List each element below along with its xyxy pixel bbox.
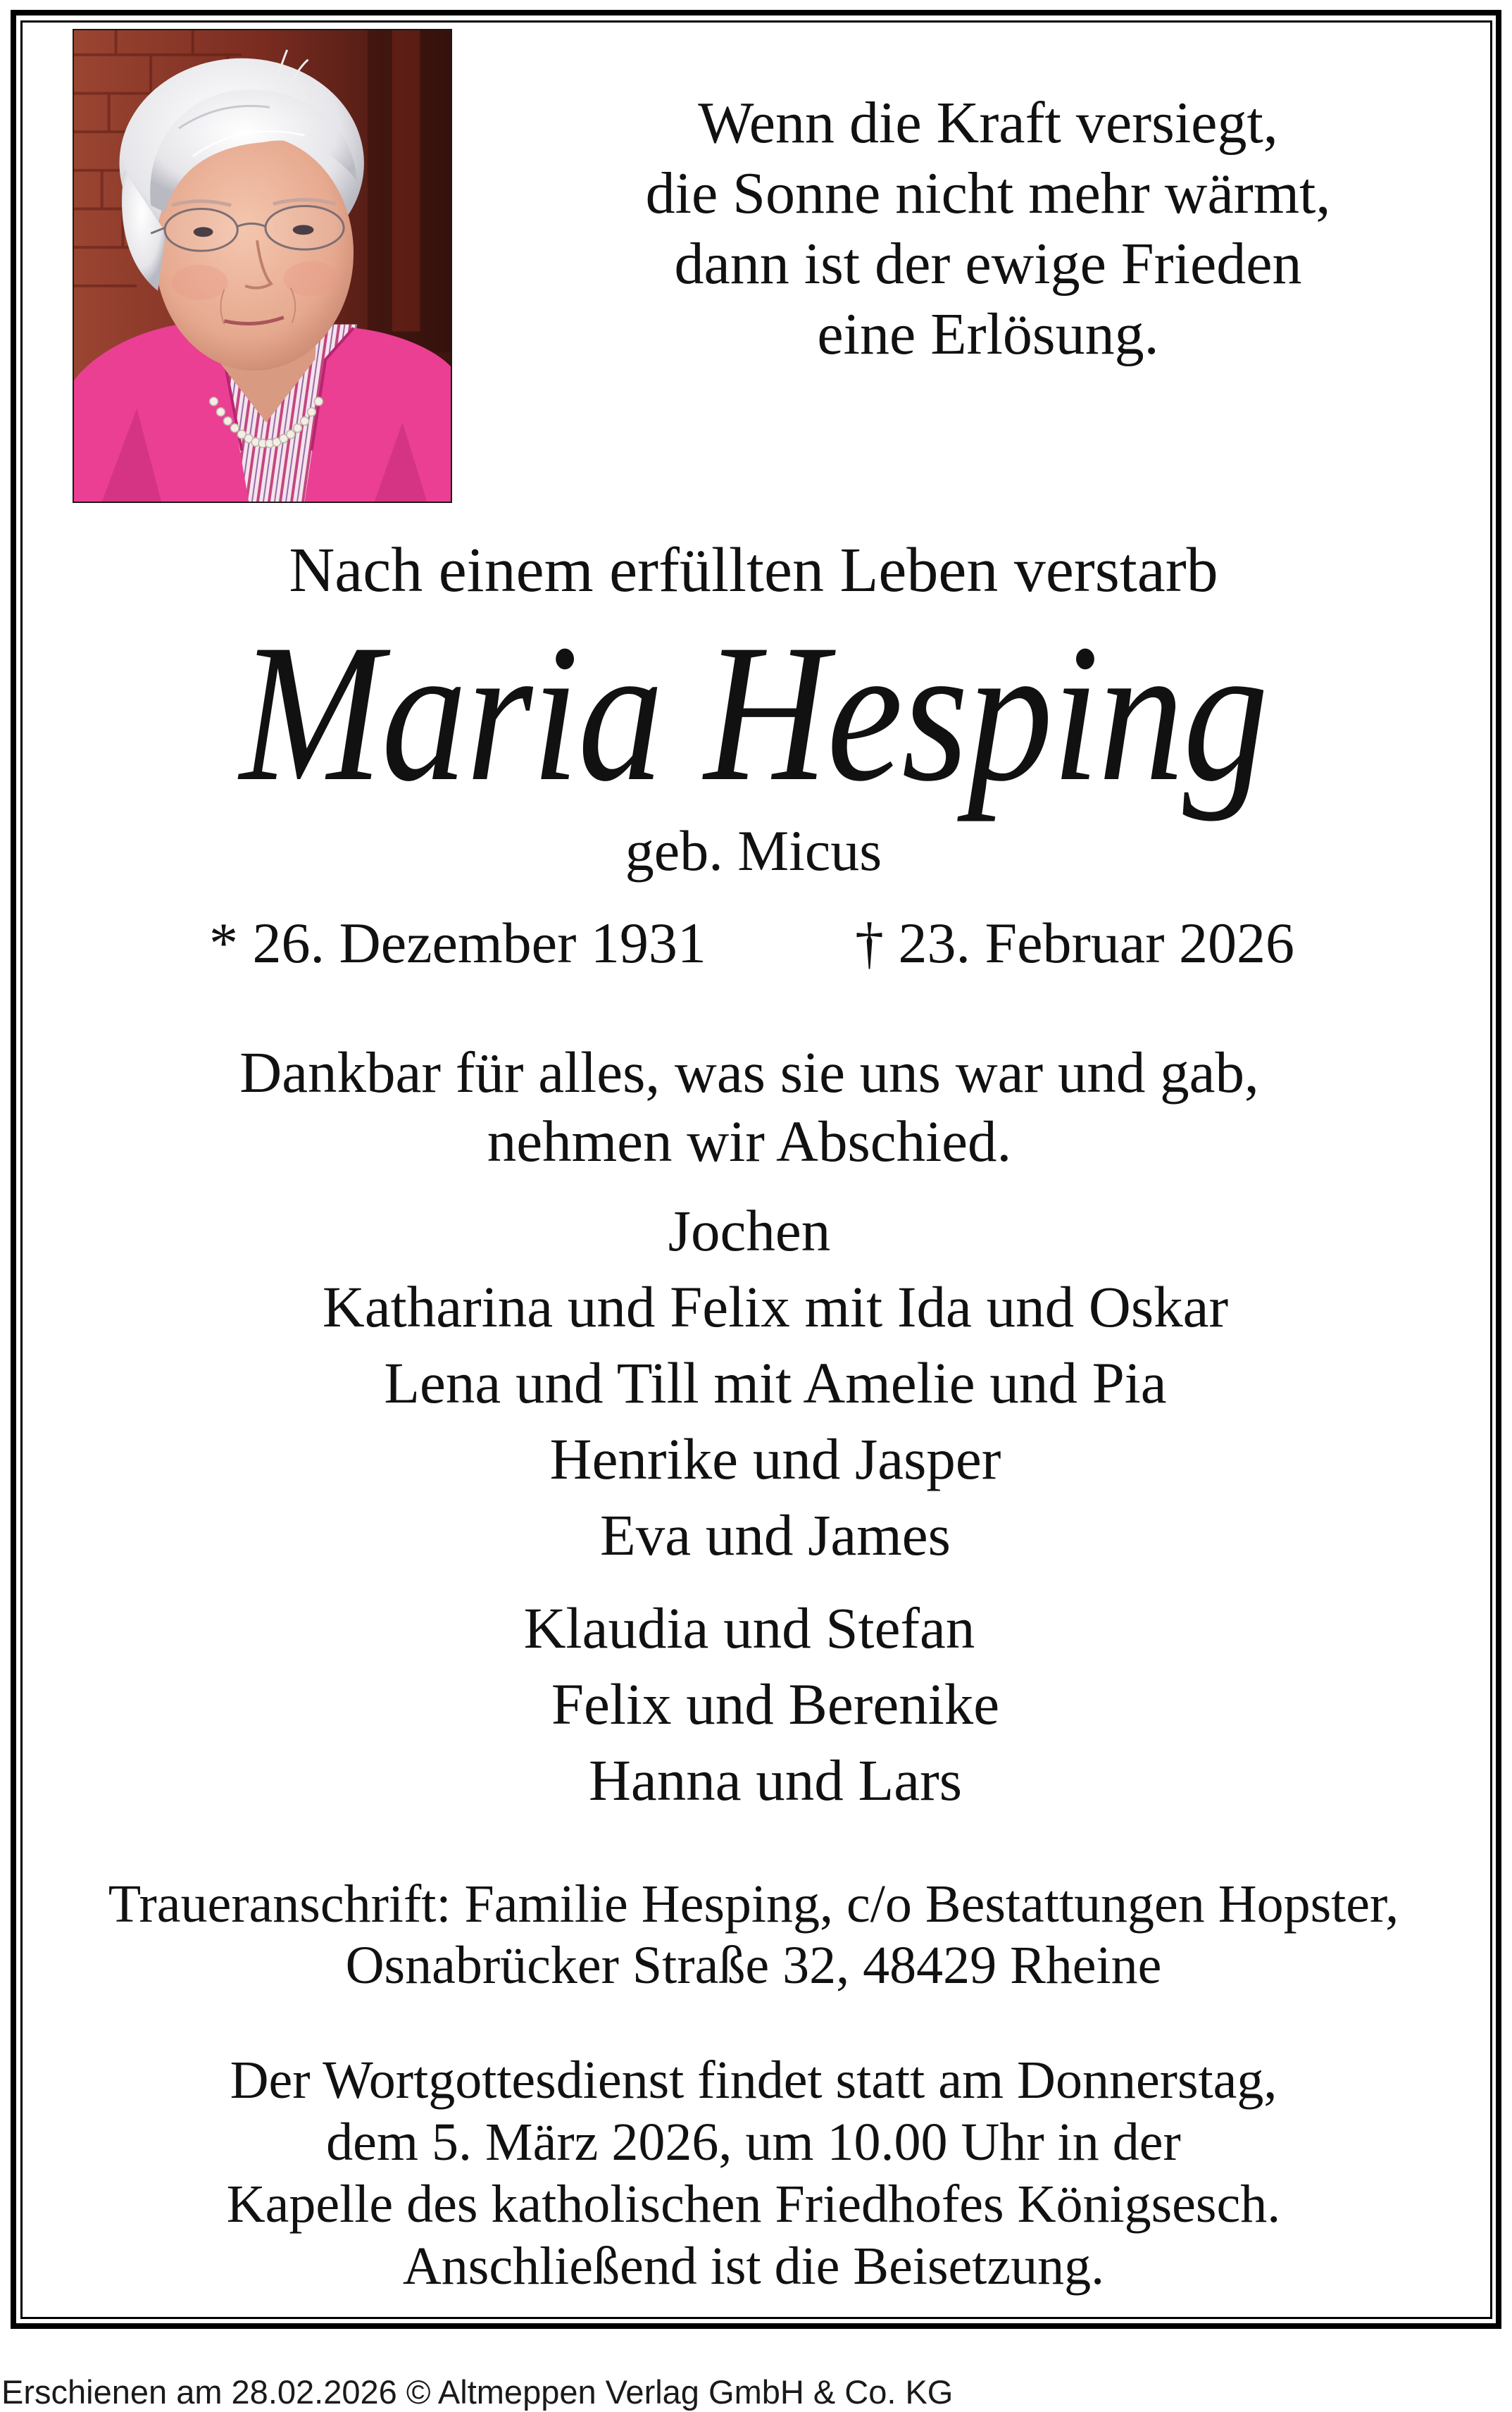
maiden-name: geb. Micus — [625, 819, 882, 883]
mourning-address — [0, 1874, 1507, 1996]
poem-line: die Sonne nicht mehr wärmt, — [645, 161, 1331, 226]
thanks-text — [0, 1038, 1499, 1176]
mourner-family-member: Felix und Berenike — [551, 1672, 1000, 1736]
portrait-background-beam — [392, 30, 420, 331]
mourner-family-group — [0, 1193, 1512, 1573]
address-line: Traueranschrift: Familie Hesping, c/o Bestattungen Hopster, — [108, 1875, 1399, 1934]
portrait-photo — [73, 29, 452, 503]
address-line: Osnabrücker Straße 32, 48429 Rheine — [345, 1936, 1162, 1995]
service-information — [0, 2049, 1507, 2297]
service-line: Kapelle des katholischen Friedhofes Königsesch. — [226, 2175, 1281, 2234]
poem-line: dann ist der ewige Frieden — [674, 231, 1302, 297]
mourner-family-head: Klaudia und Stefan — [523, 1596, 975, 1660]
mourner-family-member: Lena und Till mit Amelie und Pia — [384, 1350, 1167, 1415]
thanks-line: Dankbar für alles, was sie uns war und gab, — [239, 1040, 1259, 1105]
mourner-family-member: Katharina und Felix mit Ida und Oskar — [322, 1274, 1229, 1339]
death-date: † 23. Februar 2026 — [855, 911, 1295, 975]
service-line: dem 5. März 2026, um 10.00 Uhr in der — [326, 2113, 1181, 2172]
birth-date: * 26. Dezember 1931 — [209, 911, 706, 975]
thanks-line: nehmen wir Abschied. — [487, 1109, 1012, 1174]
mourner-family-member: Henrike und Jasper — [549, 1426, 1001, 1491]
portrait-image — [74, 30, 451, 502]
mourner-family-member: Eva und James — [600, 1503, 951, 1567]
deceased-name: Maria Hesping — [239, 603, 1268, 822]
publication-footer: Erschienen am 28.02.2026 © Altmeppen Verlag GmbH & Co. KG — [1, 2373, 954, 2411]
poem-line: Wenn die Kraft versiegt, — [698, 90, 1278, 156]
intro-text: Nach einem erfüllten Leben verstarb — [289, 535, 1218, 605]
service-line: Anschließend ist die Beisetzung. — [402, 2237, 1105, 2296]
service-line: Der Wortgottesdienst findet statt am Donnerstag, — [230, 2051, 1277, 2110]
mourner-family-group — [0, 1590, 1512, 1818]
mourner-family-head: Jochen — [668, 1198, 831, 1263]
mourner-family-member: Hanna und Lars — [588, 1748, 963, 1813]
poem — [493, 88, 1483, 370]
poem-line: eine Erlösung. — [817, 302, 1159, 367]
